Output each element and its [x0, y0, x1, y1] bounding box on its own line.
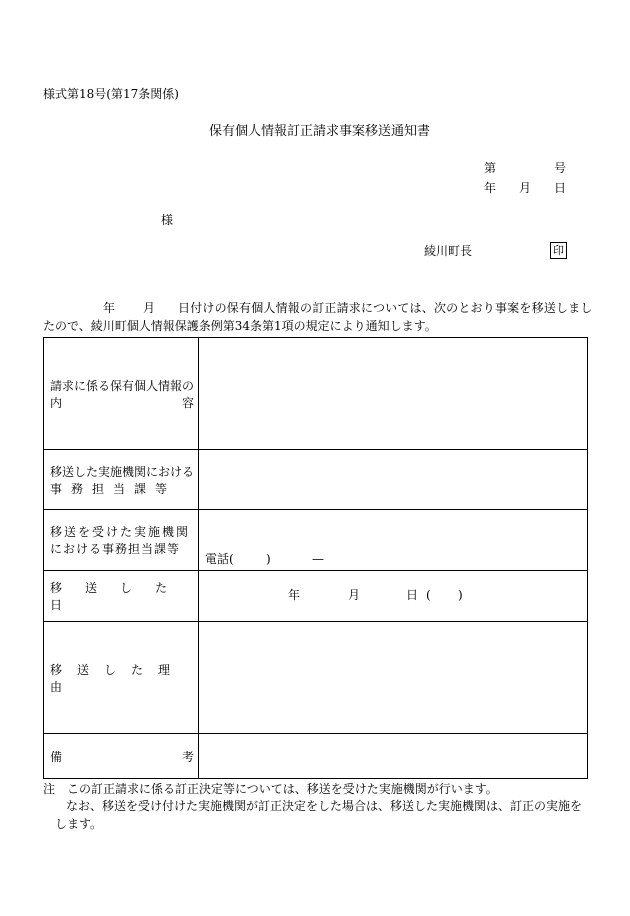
form-number: 様式第18号(第17条関係)	[43, 87, 179, 101]
label-receiving-office	[44, 510, 199, 571]
label-transferring-office	[44, 450, 199, 510]
label-request-content-line1: 請求に係る保有個人情報の	[50, 378, 195, 393]
transfer-day: 日(	[406, 588, 439, 602]
notification-table	[43, 337, 588, 779]
phone-dash: —	[312, 552, 324, 566]
body-year: 年	[103, 301, 116, 315]
label-remarks-kou: 考	[181, 749, 194, 764]
value-remarks[interactable]	[199, 734, 588, 779]
label-remarks-bi: 備	[50, 749, 63, 764]
sender-name: 綾川町長	[424, 244, 473, 258]
label-request-content-uchi: 内	[50, 395, 63, 410]
body-month: 月	[143, 301, 156, 315]
label-transferring-office-line1: 移送した実施機関における	[50, 464, 195, 479]
label-receiving-office-line1: 移送を受けた実施機関	[50, 525, 191, 539]
body-text-line1: 日付けの保有個人情報の訂正請求については、次のとおり事案を移送しまし	[178, 301, 593, 315]
label-request-content-you: 容	[181, 395, 194, 410]
label-transfer-date-text: 移送した日	[50, 581, 191, 612]
body-text-line2: たので、綾川町個人情報保護条例第34条第1項の規定により通知します。	[43, 319, 437, 333]
date-year: 年	[484, 181, 497, 195]
label-receiving-office-line2: における事務担当課等	[50, 542, 181, 556]
phone-close-paren: )	[266, 552, 271, 566]
value-receiving-office[interactable]	[199, 510, 588, 571]
value-transferring-office[interactable]	[199, 450, 588, 510]
label-request-content	[44, 338, 199, 450]
transfer-month: 月	[348, 588, 361, 602]
transfer-year: 年	[288, 588, 301, 602]
value-transfer-date[interactable]	[199, 571, 588, 622]
label-transfer-reason-text: 移送した理由	[50, 662, 186, 694]
note-3: します。	[55, 817, 103, 831]
document-title: 保有個人情報訂正請求事案移送通知書	[209, 124, 431, 139]
date-month: 月	[519, 181, 532, 195]
label-transferring-office-line2: 事務担当課等	[50, 481, 177, 496]
addressee-suffix: 様	[161, 213, 174, 227]
transfer-day-close: )	[458, 588, 463, 602]
note-1: 注 この訂正請求に係る訂正決定等については、移送を受けた実施機関が行います。	[43, 782, 498, 796]
number-suffix: 号	[554, 161, 567, 175]
seal-stamp: 印	[550, 242, 567, 259]
note-2: なお、移送を受け付けた実施機関が訂正決定をした場合は、移送した実施機関は、訂正の実施を	[66, 799, 583, 813]
label-remarks	[44, 734, 199, 779]
number-prefix: 第	[484, 161, 497, 175]
label-transfer-reason	[44, 622, 199, 734]
value-transfer-reason[interactable]	[199, 622, 588, 734]
label-transfer-date	[44, 571, 199, 622]
date-day: 日	[554, 181, 567, 195]
value-request-content[interactable]	[199, 338, 588, 450]
phone-label: 電話(	[205, 552, 234, 566]
